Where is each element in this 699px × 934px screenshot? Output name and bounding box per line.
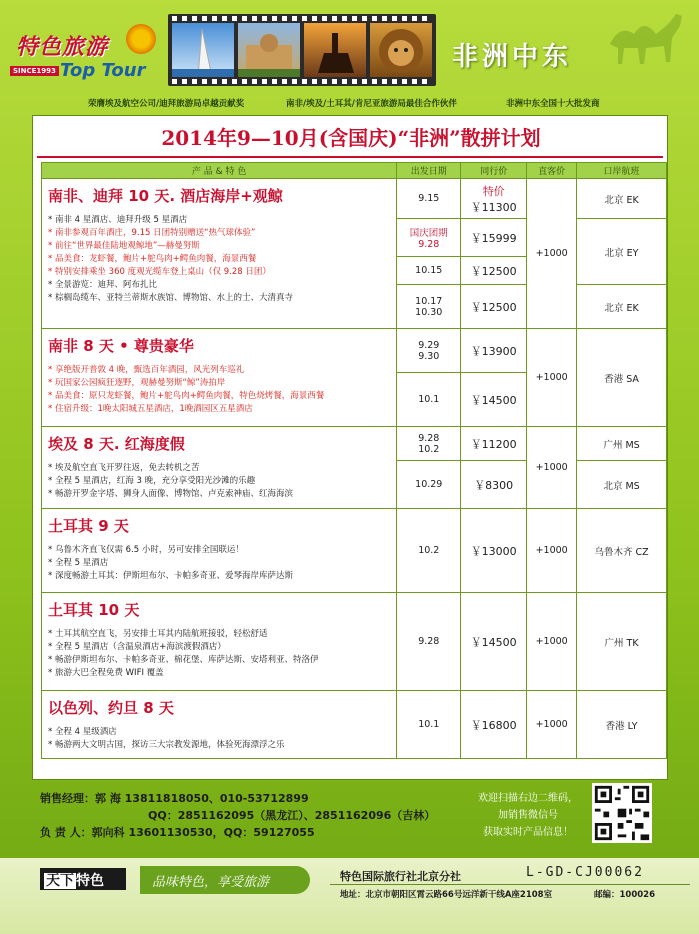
burj-al-arab-photo xyxy=(172,23,234,77)
route-features xyxy=(48,462,390,501)
feature-item: * 全程 4 星级酒店 xyxy=(48,726,390,739)
brand-mark xyxy=(40,868,126,890)
route-features xyxy=(48,628,390,680)
trade-price xyxy=(461,179,527,219)
feature-item: * 深度畅游土耳其：伊斯坦布尔、卡帕多奇亚、爱琴海岸库萨达斯 xyxy=(48,570,390,583)
header xyxy=(0,0,699,110)
feature-item: * 旅游大巴全程免费 WIFI 覆盖 xyxy=(48,667,390,680)
trade-price: ￥14500 xyxy=(461,373,527,427)
departure-date: 10.1 xyxy=(397,691,461,759)
table-row xyxy=(42,691,667,759)
company-logo[interactable] xyxy=(8,22,158,84)
footer-divider xyxy=(330,884,690,885)
route-features xyxy=(48,544,390,583)
trade-price: ￥14500 xyxy=(461,593,527,691)
tour-schedule-table xyxy=(41,162,667,759)
headline-rule xyxy=(37,156,663,158)
logo-since: SINCE1993 xyxy=(10,66,59,76)
agency-name: 特色国际旅行社北京分社 xyxy=(340,870,461,883)
table-row xyxy=(42,179,667,219)
flight: 北京 EK xyxy=(577,179,667,219)
address: 地址：北京市朝阳区霄云路66号远洋新干线A座2108室 xyxy=(340,890,553,900)
trade-price: ￥13000 xyxy=(461,509,527,593)
price-note: 特价 xyxy=(482,184,505,198)
camel-silhouette-icon xyxy=(600,4,695,84)
table-row xyxy=(42,509,667,593)
trade-price: ￥13900 xyxy=(461,329,527,373)
feature-item: * 前往“世界最佳陆地观鲸地”—赫曼努斯 xyxy=(48,240,390,253)
col-header-direct-price: 直客价 xyxy=(527,163,577,179)
flight: 香港 SA xyxy=(577,329,667,427)
license-number: L-GD-CJ00062 xyxy=(526,865,644,880)
flight: 广州 TK xyxy=(577,593,667,691)
palace-photo xyxy=(238,23,300,77)
route-title: 南非、迪拜 10 天. 酒店海岸+观鲸 xyxy=(48,187,283,205)
route-israel-jordan-8d xyxy=(42,691,397,759)
award-3: 非洲中东全国十大批发商 xyxy=(506,99,600,109)
region-title: 非洲中东 xyxy=(452,42,573,72)
direct-price: +1000 xyxy=(527,691,577,759)
feature-item: * 特别安排乘坐 360 度观光缆车登上桌山（仅 9.28 日团） xyxy=(48,266,390,279)
route-title: 南非 8 天 • 尊贵豪华 xyxy=(48,337,194,355)
itinerary-panel xyxy=(32,115,668,780)
table-header-row xyxy=(42,163,667,179)
table-row xyxy=(42,593,667,691)
route-title: 埃及 8 天. 红海度假 xyxy=(48,435,185,453)
price-value: ￥11300 xyxy=(470,200,517,214)
departure-date: 9.29 9.30 xyxy=(397,329,461,373)
feature-item: * 玩国家公园疯狂逐野，观赫曼努斯“鲸”涛拍岸 xyxy=(48,377,390,390)
feature-item: * 享绝版开普敦 4 晚，甄选百年酒园，风光列车巡礼 xyxy=(48,364,390,377)
feature-item: * 棕榈岛缆车、亚特兰蒂斯水族馆、博物馆、水上的士、大清真寺 xyxy=(48,292,390,305)
route-features xyxy=(48,214,390,305)
footer xyxy=(0,858,699,934)
manager-line: 负 责 人：郭向科 13601130530，QQ：59127055 xyxy=(40,826,315,839)
logo-english: Top Tour xyxy=(60,60,146,81)
trade-price: ￥16800 xyxy=(461,691,527,759)
logo-chinese: 特色旅游 xyxy=(16,35,109,60)
feature-item: * 畅游伊斯坦布尔、卡帕多奇亚、棉花堡、库萨达斯、安塔利亚、特洛伊 xyxy=(48,654,390,667)
feature-item: * 住宿升级：1晚太阳城五星酒店，1晚酒园区五星酒店 xyxy=(48,403,390,416)
feature-item: * 品美食：原只龙虾餐，鲍片+鸵鸟肉+鳄鱼肉餐，特色烧烤餐，海景西餐 xyxy=(48,390,390,403)
lion-photo xyxy=(370,23,432,77)
film-perforation-top xyxy=(172,16,432,21)
col-header-trade-price: 同行价 xyxy=(461,163,527,179)
departure-date: 9.28 xyxy=(397,593,461,691)
departure-date-text: 国庆团期 9.28 xyxy=(409,228,448,250)
feature-item: * 品美食：龙虾餐，鲍片+鸵鸟肉+鳄鱼肉餐，海景西餐 xyxy=(48,253,390,266)
feature-item: * 全景游览：迪拜、阿布扎比 xyxy=(48,279,390,292)
feature-item: * 土耳其航空直飞，另安排土耳其内陆航班接驳，轻松舒适 xyxy=(48,628,390,641)
departure-date: 10.1 xyxy=(397,373,461,427)
flight: 北京 MS xyxy=(577,461,667,509)
photo-filmstrip xyxy=(168,14,436,86)
flight: 北京 EK xyxy=(577,285,667,329)
direct-price: +1000 xyxy=(527,329,577,427)
col-header-product: 产 品 & 特 色 xyxy=(42,163,397,179)
trade-price: ￥15999 xyxy=(461,219,527,257)
table-row xyxy=(42,427,667,461)
route-title: 土耳其 9 天 xyxy=(48,517,129,535)
trade-price: ￥11200 xyxy=(461,427,527,461)
istanbul-sunset-photo xyxy=(304,23,366,77)
page-headline: 2014年9—10月(含国庆)“非洲”散拼计划 xyxy=(161,126,541,150)
sun-icon xyxy=(126,24,156,54)
route-sa-dubai-10d xyxy=(42,179,397,329)
col-header-date: 出发日期 xyxy=(397,163,461,179)
sales-manager-line: 销售经理：郭 海 13811818050、010-53712899 xyxy=(40,792,309,805)
flight: 北京 EY xyxy=(577,219,667,285)
col-header-flight: 口岸航班 xyxy=(577,163,667,179)
feature-item: * 畅游两大文明古国，探访三大宗教发源地，体验死海漂浮之乐 xyxy=(48,739,390,752)
trade-price: ￥8300 xyxy=(461,461,527,509)
route-turkey-9d xyxy=(42,509,397,593)
qr-caption-line: 加销售微信号 xyxy=(498,810,558,821)
direct-price: +1000 xyxy=(527,593,577,691)
brand-text-b: 特色 xyxy=(76,873,104,889)
departure-date: 10.29 xyxy=(397,461,461,509)
brand-text-a: 天下 xyxy=(46,873,74,889)
route-title: 以色列、约旦 8 天 xyxy=(48,699,174,717)
feature-item: * 乌鲁木齐直飞仅需 6.5 小时，另可安排全国联运！ xyxy=(48,544,390,557)
departure-date: 9.28 10.2 xyxy=(397,427,461,461)
feature-item: * 埃及航空直飞开罗往返，免去转机之苦 xyxy=(48,462,390,475)
departure-date: 9.15 xyxy=(397,179,461,219)
feature-item: * 全程 5 星酒店，红海 3 晚，充分享受阳光沙滩的乐趣 xyxy=(48,475,390,488)
qr-caption-line: 欢迎扫描右边二维码， xyxy=(478,793,578,804)
departure-date: 10.15 xyxy=(397,257,461,285)
feature-item: * 全程 5 星酒店（含温泉酒店+海滨渡假酒店） xyxy=(48,641,390,654)
qq-line: QQ：2851162095（黑龙江）、2851162096（吉林） xyxy=(148,809,436,822)
route-title: 土耳其 10 天 xyxy=(48,601,140,619)
route-turkey-10d xyxy=(42,593,397,691)
flight: 香港 LY xyxy=(577,691,667,759)
feature-item: * 全程 5 星酒店 xyxy=(48,557,390,570)
slogan: 品味特色，享受旅游 xyxy=(140,866,310,894)
postcode: 邮编：100026 xyxy=(594,890,655,900)
route-features xyxy=(48,364,390,416)
wechat-qr-code-icon[interactable] xyxy=(592,783,652,843)
feature-item: * 南非参观百年酒庄，9.15 日团特别赠送“热气球体验” xyxy=(48,227,390,240)
flight: 乌鲁木齐 CZ xyxy=(577,509,667,593)
table-row xyxy=(42,329,667,373)
trade-price: ￥12500 xyxy=(461,257,527,285)
qr-caption-line: 获取实时产品信息！ xyxy=(483,827,573,838)
film-perforation-bottom xyxy=(172,79,432,84)
feature-item: * 畅游开罗金字塔、狮身人面像、博物馆、卢克索神庙、红海海滨 xyxy=(48,488,390,501)
direct-price: +1000 xyxy=(527,179,577,329)
flight: 广州 MS xyxy=(577,427,667,461)
feature-item: * 南非 4 星酒店、迪拜升级 5 星酒店 xyxy=(48,214,390,227)
direct-price: +1000 xyxy=(527,427,577,509)
route-sa-8d xyxy=(42,329,397,427)
departure-date: 10.2 xyxy=(397,509,461,593)
award-1: 荣膺埃及航空公司/迪拜旅游局卓越贡献奖 xyxy=(88,99,245,109)
qr-caption xyxy=(468,790,588,841)
departure-date: 10.17 10.30 xyxy=(397,285,461,329)
award-2: 南非/埃及/土耳其/肯尼亚旅游局最佳合作伙伴 xyxy=(286,99,457,109)
contact-info xyxy=(40,790,435,841)
departure-date xyxy=(397,219,461,257)
trade-price: ￥12500 xyxy=(461,285,527,329)
route-features xyxy=(48,726,390,752)
direct-price: +1000 xyxy=(527,509,577,593)
route-egypt-8d xyxy=(42,427,397,509)
